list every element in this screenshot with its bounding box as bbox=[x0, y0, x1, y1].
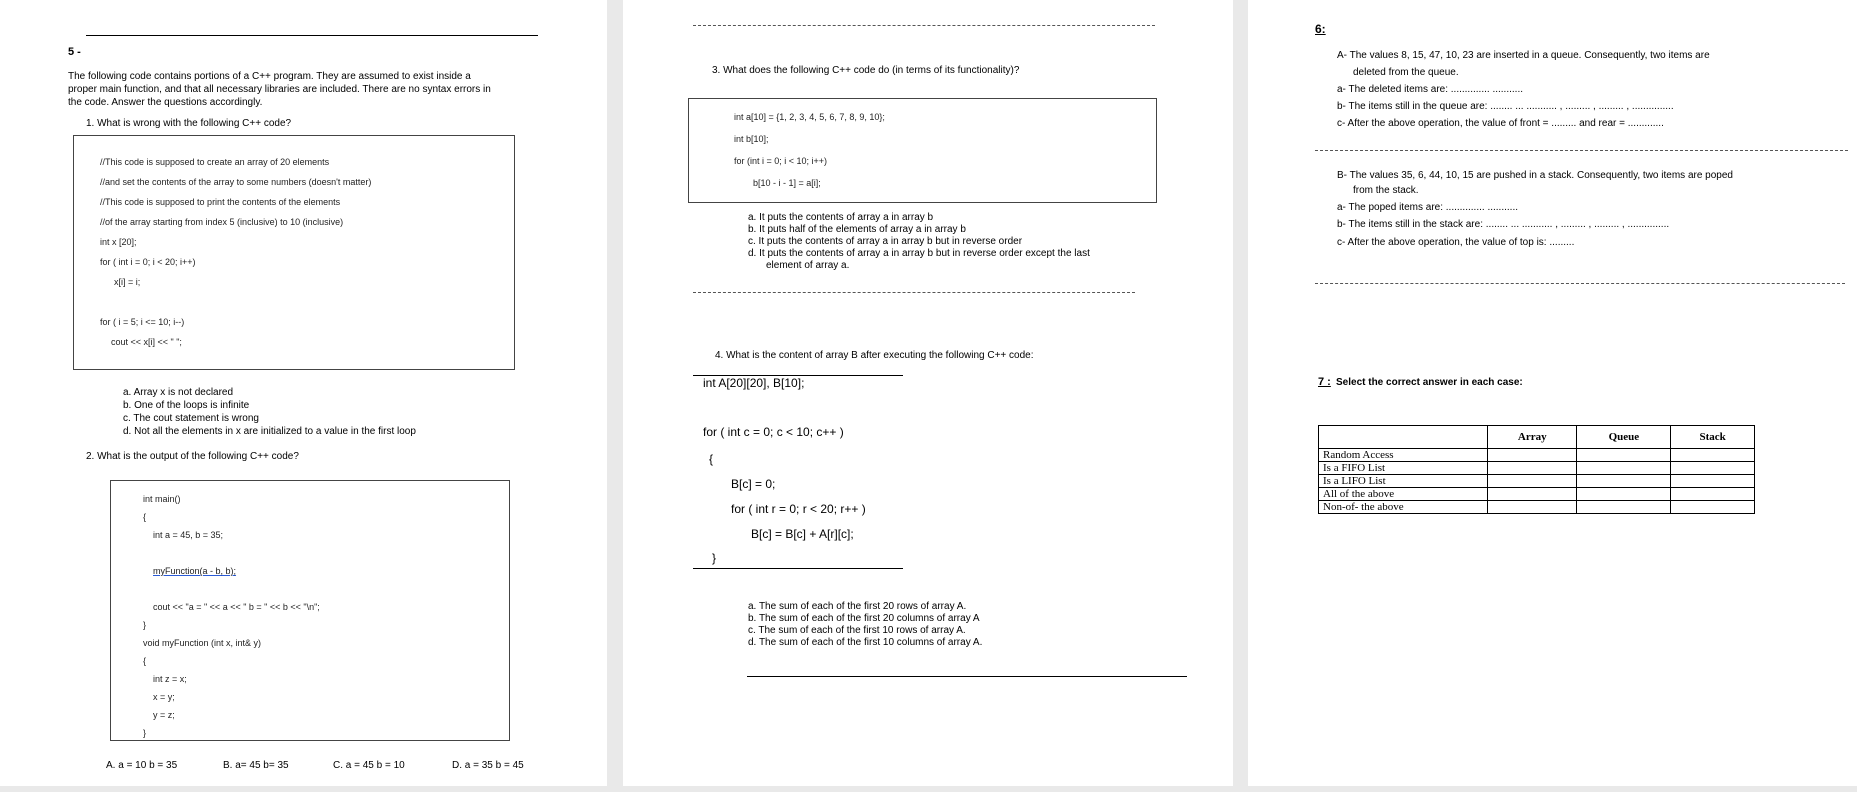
document-page-3 bbox=[1248, 0, 1857, 786]
table-row bbox=[1319, 488, 1755, 501]
table-header-stack: Stack bbox=[1671, 426, 1755, 449]
q1-option-d: d. Not all the elements in x are initialized to a value in the first loop bbox=[123, 426, 416, 437]
q2-text: 2. What is the output of the following C++ code? bbox=[86, 451, 299, 462]
table-row bbox=[1319, 449, 1755, 462]
answer-cell[interactable] bbox=[1488, 462, 1577, 475]
q3-option-c: c. It puts the contents of array a in array b but in reverse order bbox=[748, 236, 1023, 247]
q6-title: 6: bbox=[1315, 22, 1326, 36]
answer-cell[interactable] bbox=[1488, 501, 1577, 514]
q3-option-b: b. It puts half of the elements of array a in array b bbox=[748, 224, 966, 235]
q7-title: 7 : bbox=[1318, 376, 1331, 388]
q6-A-line: a- The deleted items are: .............. ........... bbox=[1337, 84, 1524, 95]
q3-code-line: for (int i = 0; i < 10; i++) bbox=[734, 156, 828, 166]
answer-cell[interactable] bbox=[1488, 488, 1577, 501]
q2-code-line: x = y; bbox=[153, 692, 175, 702]
q3-code-line: int b[10]; bbox=[734, 134, 769, 144]
q4-text: 4. What is the content of array B after executing the following C++ code: bbox=[715, 350, 1034, 361]
answer-cell[interactable] bbox=[1671, 462, 1755, 475]
q2-code-line: } bbox=[143, 620, 147, 630]
q1-code-line: for ( i = 5; i <= 10; i--) bbox=[100, 317, 185, 327]
q1-code-line: x[i] = i; bbox=[114, 277, 141, 287]
q4-code-line: } bbox=[712, 551, 717, 565]
answer-cell[interactable] bbox=[1671, 488, 1755, 501]
table-header-empty bbox=[1319, 426, 1488, 449]
q2-option-c: C. a = 45 b = 10 bbox=[333, 760, 405, 771]
q2-code-line: void myFunction (int x, int& y) bbox=[143, 638, 262, 648]
q4-code-line: { bbox=[709, 452, 714, 466]
row-label: Random Access bbox=[1319, 449, 1488, 462]
intro-line-2: proper main function, and that all necessary libraries are included. There are no syntax errors in bbox=[68, 84, 491, 95]
q4-option-d: d. The sum of each of the first 10 columns of array A. bbox=[748, 637, 983, 648]
q4-option-b: b. The sum of each of the first 20 columns of array A bbox=[748, 613, 980, 624]
q3-option-d: d. It puts the contents of array a in array b but in reverse order except the last bbox=[748, 248, 1090, 259]
top-rule bbox=[86, 35, 538, 36]
q1-code-line: int x [20]; bbox=[100, 237, 137, 247]
q2-code-line: int main() bbox=[143, 494, 181, 504]
row-label: All of the above bbox=[1319, 488, 1488, 501]
intro-line-3: the code. Answer the questions accordingly. bbox=[68, 97, 263, 108]
q1-code-line: //of the array starting from index 5 (inclusive) to 10 (inclusive) bbox=[100, 217, 344, 227]
answer-cell[interactable] bbox=[1577, 488, 1671, 501]
q3-code-line: int a[10] = {1, 2, 3, 4, 5, 6, 7, 8, 9, 10}; bbox=[734, 112, 885, 122]
q6-A-line: A- The values 8, 15, 47, 10, 23 are inserted in a queue. Consequently, two items are bbox=[1337, 50, 1710, 61]
q4-option-c: c. The sum of each of the first 10 rows of array A. bbox=[748, 625, 966, 636]
q2-option-b: B. a= 45 b= 35 bbox=[223, 760, 289, 771]
answer-cell[interactable] bbox=[1577, 449, 1671, 462]
q4-code-line: int A[20][20], B[10]; bbox=[703, 376, 805, 390]
q2-code-line: } bbox=[143, 728, 147, 738]
q4-code-line: B[c] = B[c] + A[r][c]; bbox=[751, 527, 854, 541]
table-row bbox=[1319, 462, 1755, 475]
q1-text: 1. What is wrong with the following C++ code? bbox=[86, 118, 292, 129]
document-page-2 bbox=[623, 0, 1233, 786]
q2-option-a: A. a = 10 b = 35 bbox=[106, 760, 178, 771]
table-header-array: Array bbox=[1488, 426, 1577, 449]
answer-cell[interactable] bbox=[1671, 449, 1755, 462]
answer-cell[interactable] bbox=[1577, 501, 1671, 514]
q2-code-line: myFunction(a - b, b); bbox=[153, 566, 237, 576]
q3-code-line: b[10 - i - 1] = a[i]; bbox=[753, 178, 821, 188]
q1-code-line: for ( int i = 0; i < 20; i++) bbox=[100, 257, 196, 267]
q2-code-line: cout << "a = " << a << " b = " << b << "\n"; bbox=[153, 602, 320, 612]
q7-answer-table bbox=[1318, 425, 1755, 514]
q2-code-line: y = z; bbox=[153, 710, 175, 720]
q1-code-line: cout << x[i] << " "; bbox=[111, 337, 182, 347]
code-rule bbox=[693, 568, 903, 569]
q4-code-line: B[c] = 0; bbox=[731, 477, 776, 491]
q6-B-line: b- The items still in the stack are: ........ ... ........... , ......... , ......... , ............... bbox=[1337, 219, 1670, 230]
q1-option-a: a. Array x is not declared bbox=[123, 387, 234, 398]
q6-B-line: c- After the above operation, the value of top is: ......... bbox=[1337, 237, 1575, 248]
q1-code-line: //This code is supposed to create an array of 20 elements bbox=[100, 157, 330, 167]
table-header-queue: Queue bbox=[1577, 426, 1671, 449]
table-row bbox=[1319, 475, 1755, 488]
separator-line bbox=[1315, 150, 1848, 151]
q1-option-c: c. The cout statement is wrong bbox=[123, 413, 259, 424]
answer-cell[interactable] bbox=[1488, 449, 1577, 462]
q7-subtitle: Select the correct answer in each case: bbox=[1336, 377, 1523, 388]
question-number: 5 - bbox=[68, 46, 81, 58]
q6-B-line: a- The poped items are: .............. ........... bbox=[1337, 202, 1519, 213]
q3-option-d-cont: element of array a. bbox=[766, 260, 850, 271]
answer-cell[interactable] bbox=[1671, 475, 1755, 488]
q2-code-line: { bbox=[143, 656, 147, 666]
q3-text: 3. What does the following C++ code do (in terms of its functionality)? bbox=[712, 65, 1020, 76]
separator-line bbox=[1315, 283, 1845, 284]
q3-option-a: a. It puts the contents of array a in array b bbox=[748, 212, 934, 223]
q6-B-line: B- The values 35, 6, 44, 10, 15 are pushed in a stack. Consequently, two items are poped bbox=[1337, 170, 1733, 181]
separator-line bbox=[693, 292, 1135, 293]
q6-A-line: b- The items still in the queue are: ........ ... ........... , ......... , ......... , ............... bbox=[1337, 101, 1674, 112]
q2-code-line: int z = x; bbox=[153, 674, 187, 684]
table-row bbox=[1319, 501, 1755, 514]
q1-option-b: b. One of the loops is infinite bbox=[123, 400, 250, 411]
q2-option-d: D. a = 35 b = 45 bbox=[452, 760, 524, 771]
q4-option-a: a. The sum of each of the first 20 rows of array A. bbox=[748, 601, 967, 612]
table-header-row bbox=[1319, 426, 1755, 449]
answer-cell[interactable] bbox=[1577, 462, 1671, 475]
intro-line-1: The following code contains portions of a C++ program. They are assumed to exist inside a bbox=[68, 71, 471, 82]
bottom-rule bbox=[747, 676, 1187, 677]
q6-A-line: c- After the above operation, the value of front = ......... and rear = ............. bbox=[1337, 118, 1664, 129]
document-page-1 bbox=[0, 0, 607, 786]
row-label: Is a LIFO List bbox=[1319, 475, 1488, 488]
q6-A-line: deleted from the queue. bbox=[1353, 67, 1459, 78]
answer-cell[interactable] bbox=[1488, 475, 1577, 488]
q1-code-box bbox=[73, 135, 515, 370]
q1-code-line: //and set the contents of the array to some numbers (doesn't matter) bbox=[100, 177, 372, 187]
q1-code-line: //This code is supposed to print the contents of the elements bbox=[100, 197, 341, 207]
q2-code-line: { bbox=[143, 512, 147, 522]
q6-B-line: from the stack. bbox=[1353, 185, 1419, 196]
q4-code-line: for ( int r = 0; r < 20; r++ ) bbox=[731, 502, 866, 516]
q4-code-line: for ( int c = 0; c < 10; c++ ) bbox=[703, 425, 844, 439]
answer-cell[interactable] bbox=[1577, 475, 1671, 488]
row-label: Is a FIFO List bbox=[1319, 462, 1488, 475]
answer-cell[interactable] bbox=[1671, 501, 1755, 514]
separator-line bbox=[693, 25, 1155, 26]
row-label: Non-of- the above bbox=[1319, 501, 1488, 514]
q2-code-line: int a = 45, b = 35; bbox=[153, 530, 224, 540]
